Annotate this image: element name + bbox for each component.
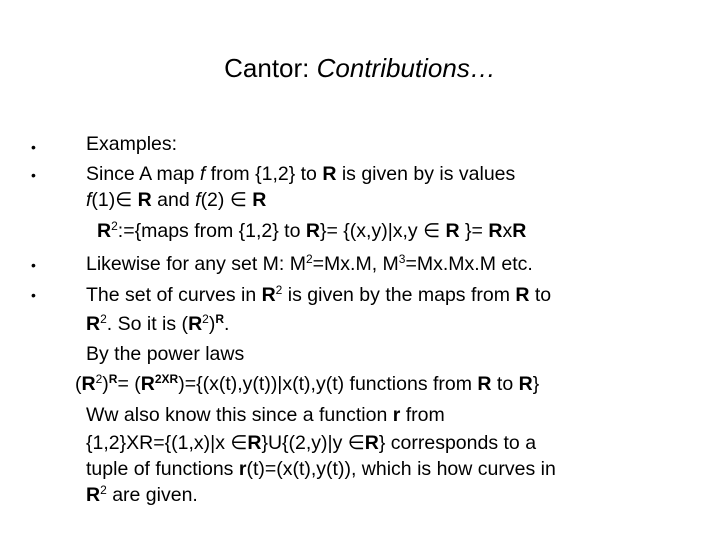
l9m: } [532, 373, 540, 395]
line-curves [86, 283, 551, 307]
l9k: to [491, 373, 519, 395]
l6d: is given by the maps from [282, 284, 516, 306]
l4f: R [445, 220, 460, 242]
l4g: }= [459, 220, 489, 242]
l6c: 2 [275, 283, 283, 297]
l7b: 2 [100, 312, 107, 326]
l3b: (1)∈ [91, 189, 138, 211]
l3e: f [195, 189, 201, 211]
l9b: R [81, 373, 96, 395]
l9j: R [477, 373, 492, 395]
l4a: R [97, 220, 112, 242]
l4b: 2 [111, 219, 118, 233]
l2b: f [199, 163, 206, 185]
l9d: ) [102, 373, 109, 395]
l9l: R [518, 373, 533, 395]
l3a: f [86, 189, 92, 211]
l9a: ( [75, 373, 82, 395]
l10c: from [400, 404, 445, 426]
l11a: {1,2}XR={(1,x)|x ∈ [86, 432, 248, 454]
l6b: R [261, 284, 276, 306]
l13b: 2 [100, 483, 107, 497]
l4i: x [502, 220, 513, 242]
l6e: R [515, 284, 530, 306]
line-r2-definition [97, 219, 526, 243]
slide-title [0, 50, 720, 86]
bullet-3: • [31, 257, 36, 273]
l7g: R [215, 312, 225, 326]
title-plain: Cantor: [224, 53, 317, 83]
l7c: . So it is ( [106, 313, 189, 335]
l7e: 2 [202, 312, 209, 326]
l9i: )={(x(t),y(t))|x(t),y(t) functions from [178, 373, 478, 395]
l2e: is given by is values [336, 163, 516, 185]
l5c: =Mx.M, M [312, 253, 399, 275]
l10b: r [392, 404, 401, 426]
l5b: 2 [305, 252, 313, 266]
l3c: R [137, 189, 152, 211]
line-power-laws: By the power laws [86, 343, 245, 365]
l6f: to [529, 284, 552, 306]
line-likewise [86, 252, 533, 276]
l12b: r [238, 458, 247, 480]
l9c: 2 [95, 372, 103, 386]
l9h: 2XR [154, 372, 179, 386]
l11c: }U{(2,y)|y ∈ [261, 432, 365, 454]
line-power-law-formula [75, 372, 539, 396]
l5e: =Mx.Mx.M etc. [405, 253, 533, 275]
l4h: R [488, 220, 503, 242]
l7h: . [224, 313, 230, 335]
l11e: } corresponds to a [378, 432, 537, 454]
l11b: R [247, 432, 262, 454]
line-map-values [86, 188, 266, 212]
l12a: tuple of functions [86, 458, 239, 480]
l4e: }= {(x,y)|x,y ∈ [319, 220, 446, 242]
l5d: 3 [398, 252, 406, 266]
line-are-given [86, 483, 198, 507]
l5a: Likewise for any set M: M [86, 253, 306, 275]
l2d: R [322, 163, 337, 185]
l4c: :={maps from {1,2} to [117, 220, 306, 242]
l3g: R [252, 189, 267, 211]
l4j: R [512, 220, 527, 242]
line-examples: Examples: [86, 133, 178, 155]
line-set-construction [86, 431, 536, 455]
l10a: Ww also know this since a function [86, 404, 393, 426]
l7a: R [86, 313, 101, 335]
l2c: from {1,2} to [205, 163, 323, 185]
bullet-4: • [31, 287, 36, 303]
l13a: R [86, 484, 101, 506]
l4d: R [305, 220, 320, 242]
l9e: R [108, 372, 118, 386]
l9g: R [140, 373, 155, 395]
l12c: (t)=(x(t),y(t)), which is how curves in [246, 458, 556, 480]
line-so-it-is [86, 312, 229, 336]
l13c: are given. [106, 484, 198, 506]
l3d: and [151, 189, 196, 211]
bullet-1: • [31, 139, 36, 155]
l6a: The set of curves in [86, 284, 262, 306]
l2a: Since A map [86, 163, 200, 185]
l7d: R [188, 313, 203, 335]
bullet-2: • [31, 167, 36, 183]
line-tuple [86, 457, 556, 481]
line-function-r [86, 403, 445, 427]
l11d: R [364, 432, 379, 454]
title-italic: Contributions… [316, 53, 496, 83]
l9f: = ( [117, 373, 141, 395]
l7f: ) [208, 313, 216, 335]
l3f: (2) ∈ [200, 189, 253, 211]
line-map-definition [86, 162, 515, 186]
